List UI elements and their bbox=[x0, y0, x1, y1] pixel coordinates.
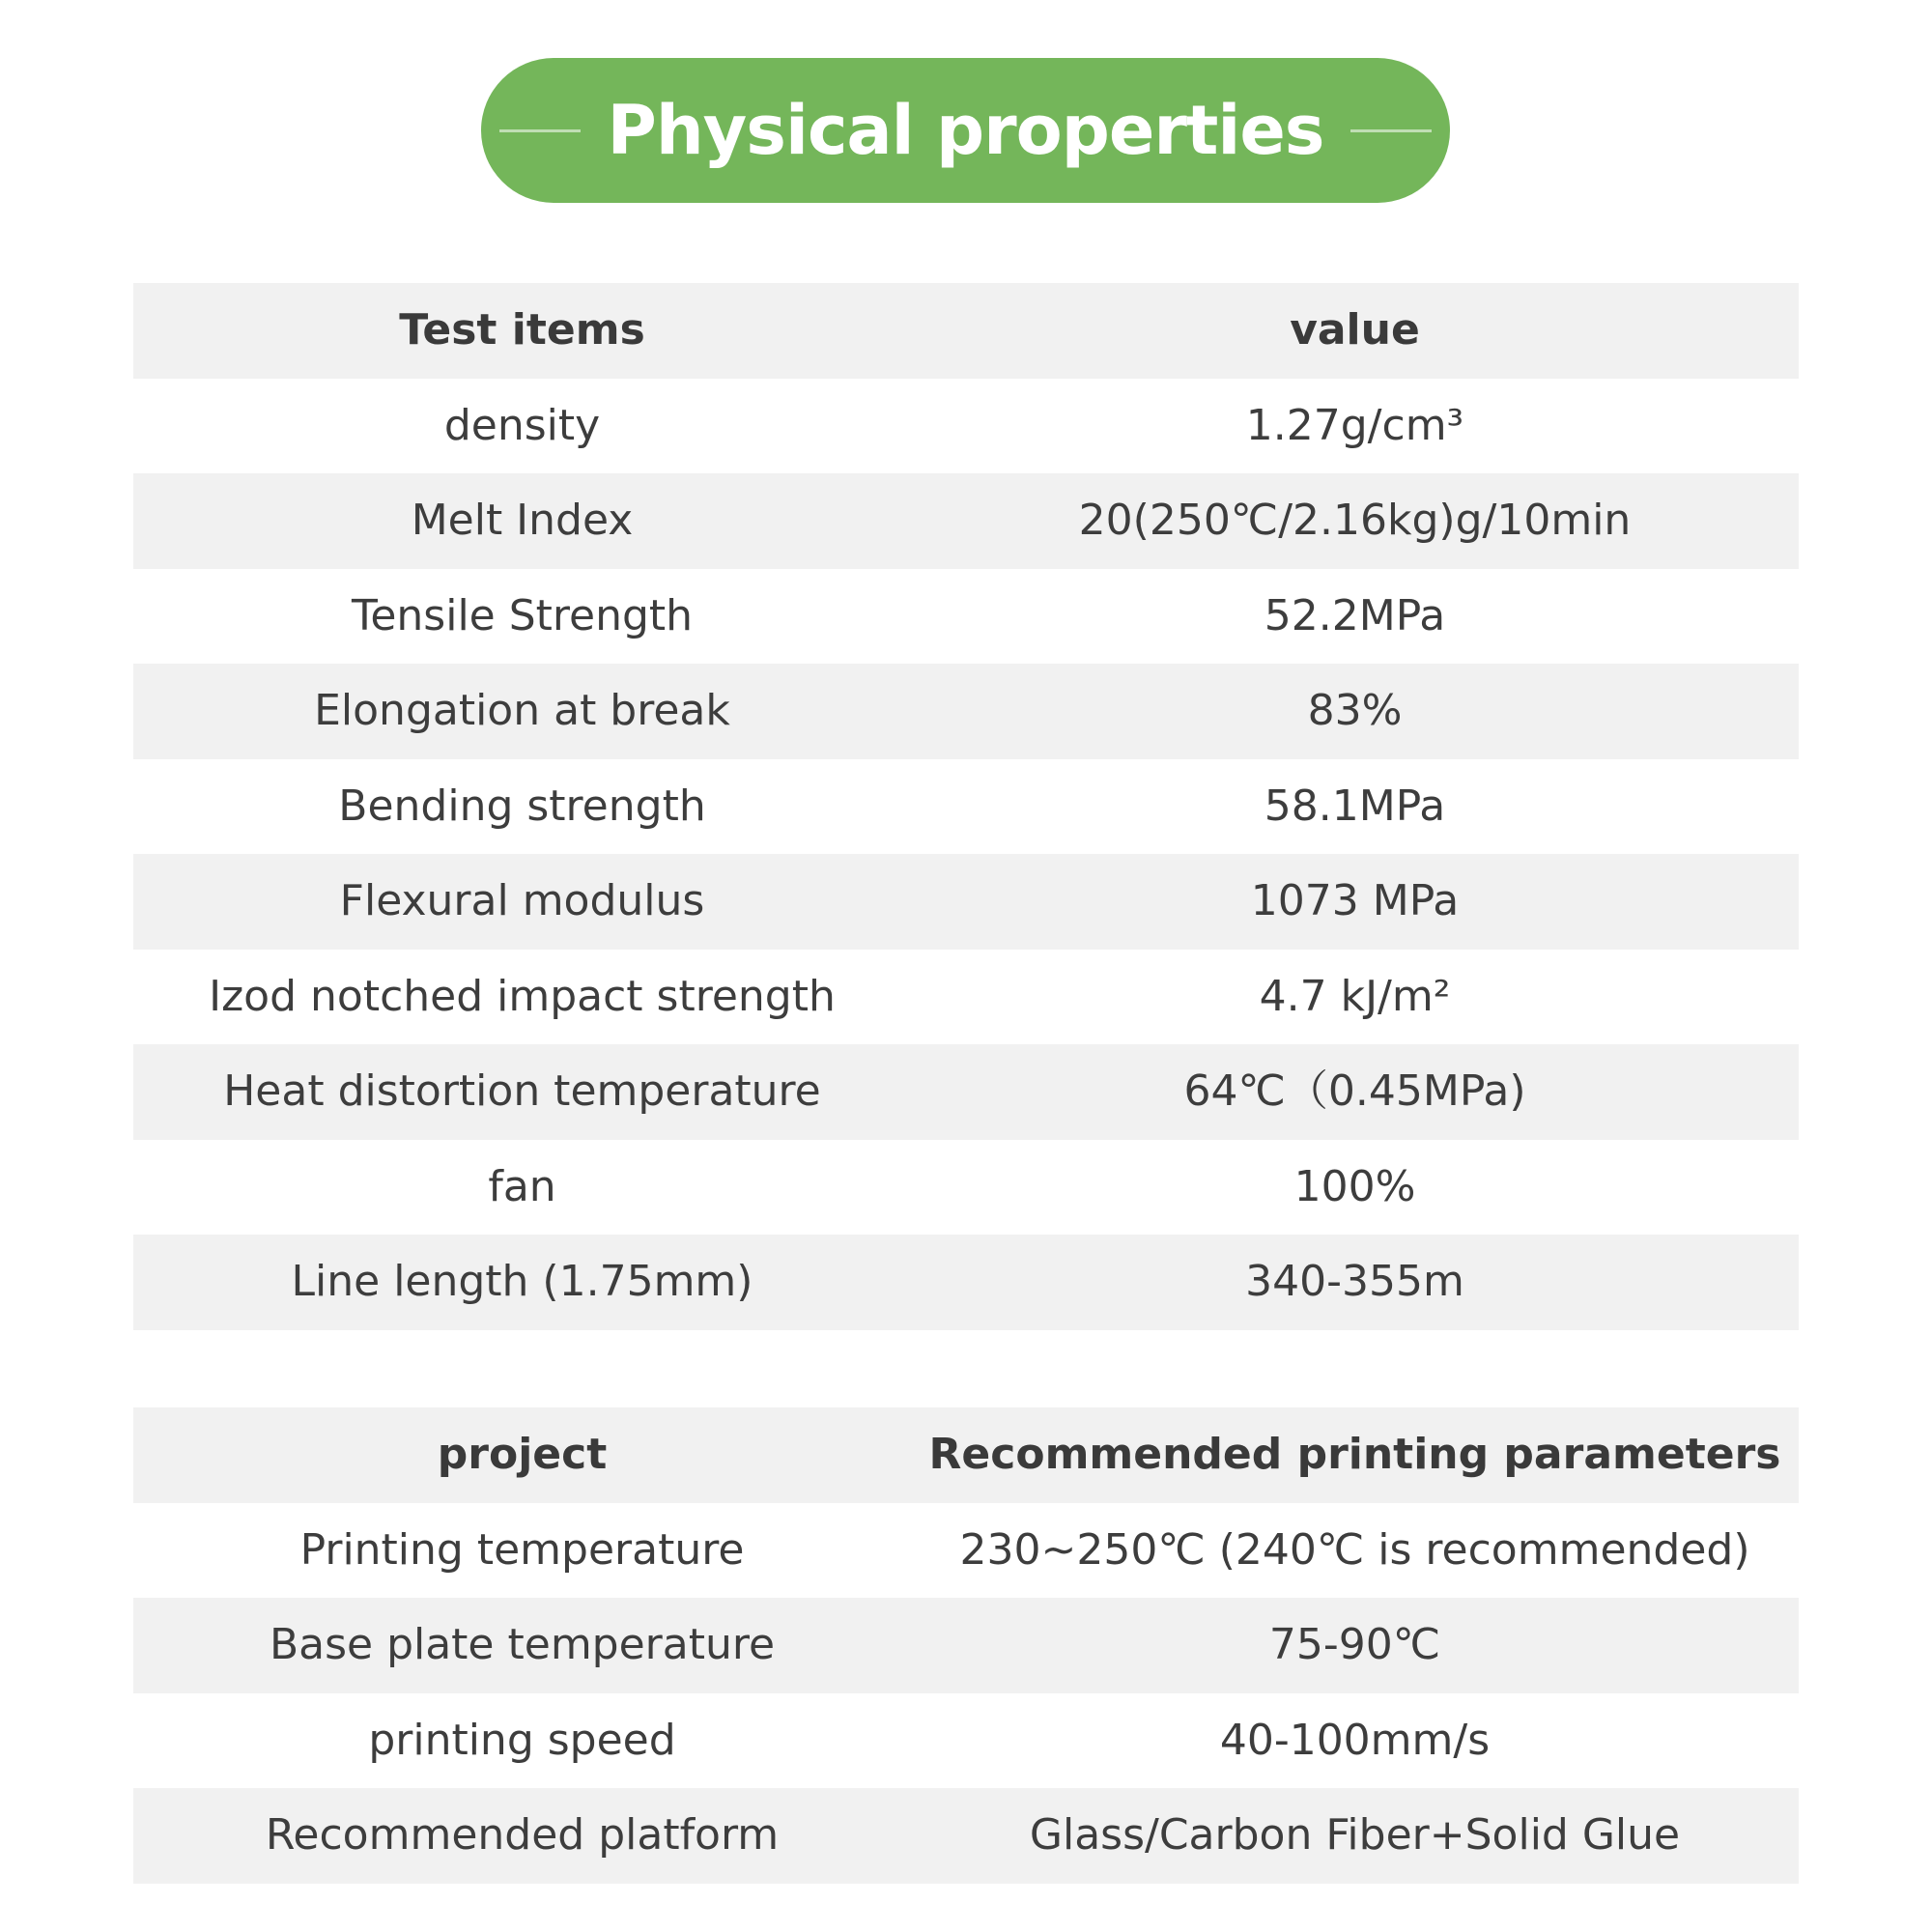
table-row bbox=[133, 569, 1799, 665]
column-header-test-items: Test items bbox=[399, 305, 645, 355]
parameter-cell: Glass/Carbon Fiber+Solid Glue bbox=[1029, 1810, 1681, 1861]
table-row bbox=[133, 1693, 1799, 1789]
parameter-cell: 230~250℃ (240℃ is recommended) bbox=[959, 1524, 1750, 1575]
project-cell: Base plate temperature bbox=[269, 1620, 776, 1670]
table-row bbox=[133, 950, 1799, 1045]
test-item-cell: Line length (1.75mm) bbox=[291, 1257, 753, 1307]
table-row bbox=[133, 664, 1799, 759]
table-row bbox=[133, 473, 1799, 569]
project-cell: printing speed bbox=[368, 1715, 676, 1765]
value-cell: 1.27g/cm³ bbox=[1245, 400, 1464, 450]
value-cell: 4.7 kJ/m² bbox=[1259, 971, 1451, 1021]
value-cell: 340-355m bbox=[1245, 1257, 1464, 1307]
test-item-cell: density bbox=[443, 400, 601, 450]
page-title: Physical properties bbox=[607, 91, 1324, 170]
column-header-value: value bbox=[1290, 305, 1420, 355]
table-header-row bbox=[133, 283, 1799, 379]
value-cell: 1073 MPa bbox=[1250, 876, 1460, 926]
column-header-project: project bbox=[437, 1430, 608, 1480]
table-row bbox=[133, 1598, 1799, 1693]
test-item-cell: Bending strength bbox=[338, 781, 706, 831]
project-cell: Recommended platform bbox=[265, 1810, 780, 1861]
test-item-cell: Izod notched impact strength bbox=[209, 971, 836, 1021]
table-row bbox=[133, 1503, 1799, 1599]
column-header-recommended-parameters: Recommended printing parameters bbox=[928, 1430, 1781, 1480]
test-item-cell: Elongation at break bbox=[314, 686, 730, 736]
test-item-cell: Heat distortion temperature bbox=[223, 1066, 821, 1117]
table-row bbox=[133, 854, 1799, 950]
physical-properties-table bbox=[133, 283, 1799, 1330]
printing-parameters-table bbox=[133, 1407, 1799, 1884]
value-cell: 52.2MPa bbox=[1264, 590, 1446, 640]
value-cell: 20(250℃/2.16kg)g/10min bbox=[1078, 496, 1632, 546]
table-header-row bbox=[133, 1407, 1799, 1503]
test-item-cell: Melt Index bbox=[411, 496, 634, 546]
value-cell: 64℃（0.45MPa) bbox=[1183, 1066, 1526, 1117]
title-right-rule bbox=[1350, 129, 1432, 132]
table-row bbox=[133, 759, 1799, 855]
table-row bbox=[133, 379, 1799, 474]
table-row bbox=[133, 1788, 1799, 1884]
test-item-cell: fan bbox=[488, 1161, 556, 1211]
table-row bbox=[133, 1140, 1799, 1236]
test-item-cell: Flexural modulus bbox=[339, 876, 705, 926]
parameter-cell: 40-100mm/s bbox=[1219, 1715, 1491, 1765]
title-banner bbox=[481, 58, 1450, 203]
parameter-cell: 75-90℃ bbox=[1268, 1620, 1441, 1670]
value-cell: 83% bbox=[1307, 686, 1403, 736]
test-item-cell: Tensile Strength bbox=[351, 590, 694, 640]
table-row bbox=[133, 1044, 1799, 1140]
value-cell: 100% bbox=[1293, 1161, 1416, 1211]
project-cell: Printing temperature bbox=[299, 1524, 745, 1575]
table-row bbox=[133, 1235, 1799, 1330]
title-left-rule bbox=[499, 129, 581, 132]
value-cell: 58.1MPa bbox=[1264, 781, 1446, 831]
